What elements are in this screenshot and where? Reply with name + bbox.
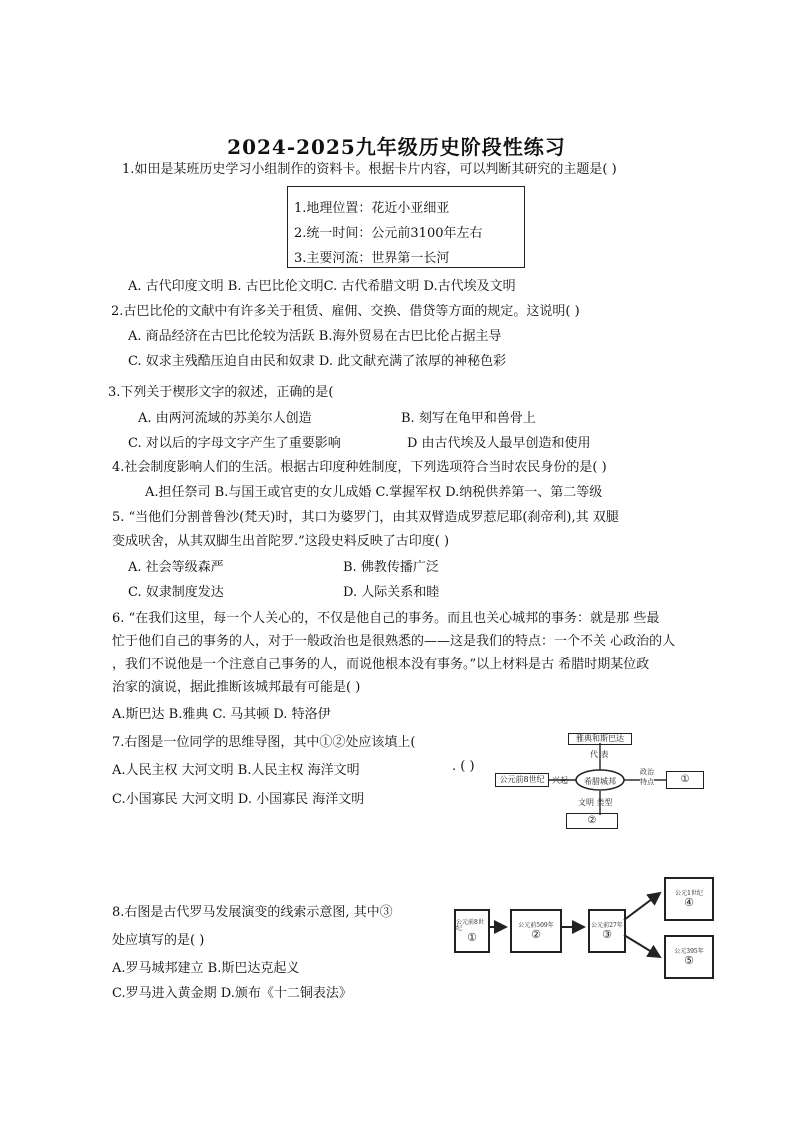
- q2-options-1: A. 商品经济在古巴比伦较为活跃 B.海外贸易在古巴比伦占据主导: [128, 329, 502, 344]
- q8-options-1: A.罗马城邦建立 B.斯巴达克起义: [112, 961, 300, 976]
- flow-box-5: [664, 935, 714, 979]
- page-title: 2024-2025九年级历史阶段性练习: [227, 135, 566, 159]
- info-card: [287, 186, 525, 268]
- q3-option-a: A. 由两河流域的苏美尔人创造: [138, 411, 312, 426]
- q8-line-1: 8.右图是古代罗马发展演变的线索示意图, 其中③: [112, 905, 393, 920]
- q6-line-4: 治家的演说，据此推断该城邦最有可能是( ): [112, 680, 361, 695]
- map-left-link: 兴起: [552, 776, 568, 785]
- q7-stem: 7.右图是一位同学的思维导图，其中①②处应该填上(: [112, 735, 416, 750]
- card-line-3: 3.主要河流：世界第一长河: [294, 251, 450, 266]
- map-top-box: 雅典和斯巴达: [568, 733, 632, 745]
- q3-option-d: D 由古代埃及人最早创造和使用: [407, 436, 591, 451]
- map-left-box: 公元前8世纪: [495, 773, 549, 787]
- flow-box-2-num: ②: [531, 927, 541, 941]
- flow-box-5-num: ⑤: [684, 953, 694, 967]
- q5-line-1: 5. “当他们分割普鲁沙(梵天)时，其口为婆罗门，由其双臂造成罗惹尼耶(刹帝利),其 双腿: [112, 510, 619, 525]
- flow-box-3-label: 公元前27年: [591, 921, 623, 929]
- card-line-2: 2.统一时间：公元前3100年左右: [294, 226, 483, 241]
- map-right-box: ①: [666, 771, 704, 789]
- map-center-label: 希腊城邦: [584, 777, 616, 786]
- flow-box-3-num: ③: [602, 927, 612, 941]
- flow-box-3: [588, 909, 626, 953]
- q5-option-d: D. 人际关系和睦: [343, 585, 440, 600]
- flow-box-1-num: ①: [467, 930, 477, 944]
- q2-options-2: C. 奴求主残酷压迫自由民和奴隶 D. 此文献充满了浓厚的神秘色彩: [128, 354, 507, 369]
- q7-answer-paren: . ( ): [452, 759, 475, 774]
- q1-stem: 1.如田是某班历史学习小组制作的资料卡。根据卡片内容，可以判断其研究的主题是( ): [122, 162, 617, 177]
- flow-box-4: [664, 877, 714, 921]
- flow-box-4-label: 公元1世纪: [675, 889, 703, 897]
- mind-map-diagram: [490, 725, 710, 835]
- q6-line-1: 6. “在我们这里，每一个人关心的，不仅是他自己的事务。而且也关心城邦的事务：就是那 些最: [112, 611, 660, 626]
- q6-options: A.斯巴达 B.雅典 C. 马其顿 D. 特洛伊: [112, 707, 331, 722]
- q8-options-2: C.罗马进入黄金期 D.颁布《十二铜表法》: [112, 986, 352, 1001]
- flow-box-4-num: ④: [684, 895, 694, 909]
- q1-options: A. 古代印度文明 B. 古巴比伦文明C. 古代希腊文明 D.古代埃及文明: [128, 279, 516, 294]
- q6-line-2: 忙于他们自己的事务的人，对于一般政治也是很熟悉的——这是我们的特点：一个不关 心政治的人: [112, 634, 676, 649]
- q8-line-2: 处应填写的是( ): [112, 933, 205, 948]
- flow-box-2-label: 公元前509年: [518, 921, 554, 929]
- q3-option-b: B. 刻写在龟甲和兽骨上: [401, 411, 536, 426]
- flow-box-1-label: 公元前8世纪: [456, 918, 484, 932]
- q5-line-2: 变成吠舍，从其双脚生出首陀罗.”这段史料反映了古印度( ): [112, 534, 450, 549]
- rome-flow-diagram: [448, 865, 718, 985]
- q4-options: A.担任祭司 B.与国王或官吏的女儿成婚 C.掌握军权 D.纳税供养第一、第二等级: [145, 485, 603, 500]
- q3-option-c: C. 对以后的字母文字产生了重要影响: [128, 436, 341, 451]
- map-bottom-link: 文明 类型: [578, 798, 613, 807]
- flow-box-2: [510, 909, 562, 953]
- q5-option-a: A. 社会等级森严: [128, 560, 224, 575]
- flow-box-5-label: 公元395年: [674, 947, 704, 955]
- map-top-link: 代 表: [590, 750, 609, 759]
- map-right-link: 政治 特点: [640, 768, 654, 786]
- q5-option-c: C. 奴隶制度发达: [128, 585, 224, 600]
- q4-stem: 4.社会制度影响人们的生活。根据古印度种姓制度，下列选项符合当时农民身份的是( ): [112, 460, 607, 475]
- flow-box-1: [454, 909, 490, 953]
- q5-option-b: B. 佛教传播广泛: [343, 560, 439, 575]
- card-line-1: 1.地理位置：花近小亚细亚: [294, 201, 450, 216]
- map-bottom-box: ②: [566, 813, 618, 829]
- q2-stem: 2.古巴比伦的文献中有许多关于租赁、雇佣、交换、借贷等方面的规定。这说明( ): [111, 304, 580, 319]
- q7-options-2: C.小国寡民 大河文明 D. 小国寡民 海洋文明: [112, 792, 365, 807]
- q3-stem: 3.下列关于楔形文字的叙述，正确的是(: [108, 385, 334, 400]
- q6-line-3: ，我们不说他是一个注意自己事务的人，而说他根本没有事务。”以上材料是古 希腊时期某位政: [112, 657, 650, 672]
- q7-options-1: A.人民主权 大河文明 B.人民主权 海洋文明: [112, 763, 360, 778]
